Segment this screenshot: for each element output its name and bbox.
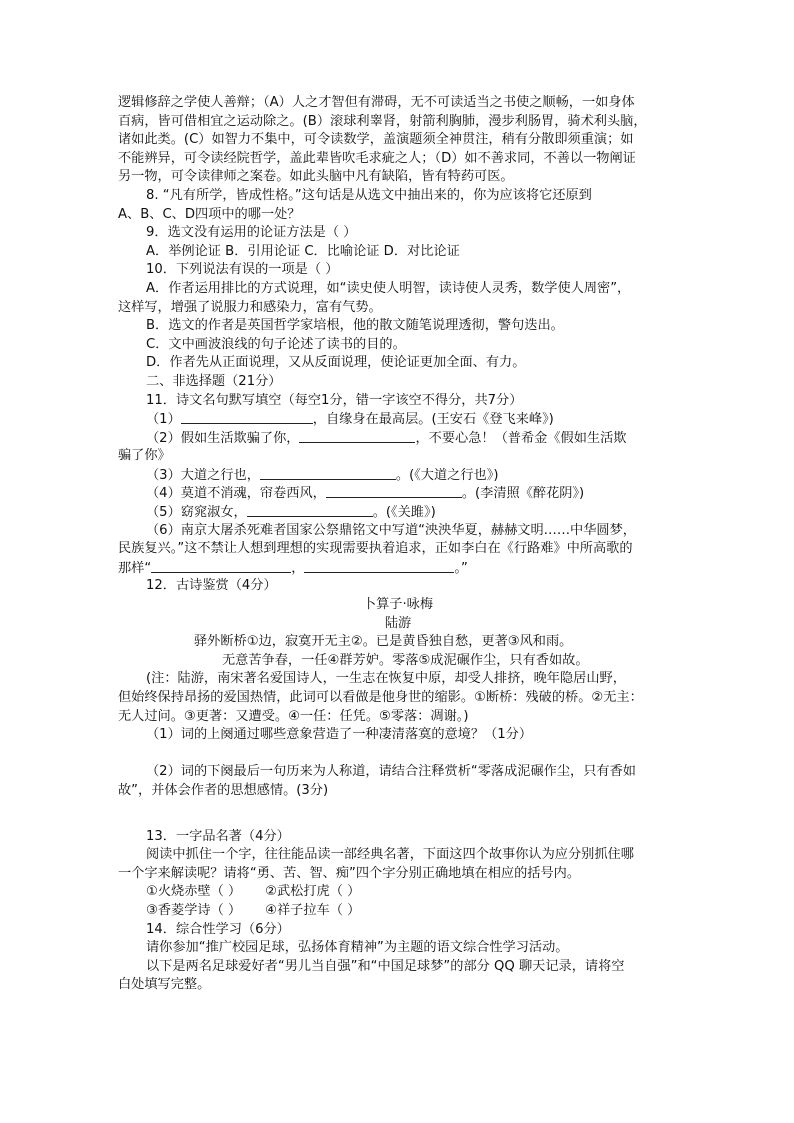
- question-12-stem: 12．古诗鉴赏（4分）: [146, 578, 277, 594]
- poem-note: (注：陆游，南宋著名爱国诗人，一生志在恢复中原，却受人排挤，晚年隐居山野，: [146, 671, 626, 687]
- question-14: [118, 921, 678, 995]
- question-13-options-row: [118, 902, 678, 921]
- fill-item-text: （3）大道之行也，: [146, 467, 260, 483]
- exam-page: [118, 94, 678, 995]
- fill-item-5: [118, 503, 678, 522]
- poem-line: 无意苦争春，一任④群芳妒。零落⑤成泥碾作尘，只有香如故。: [222, 652, 589, 668]
- poem-note-cont: 无人过问。③更著：又遭受。④一任：任凭。⑤零落：凋谢。): [118, 708, 469, 724]
- passage-line: 诸如此类。(C）如智力不集中，可令读数学，盖演题须全神贯注，稍有分散即须重演；如: [118, 132, 634, 148]
- reading-passage: [118, 94, 678, 187]
- question-12-sub-1: （1）词的上阕通过哪些意象营造了一种凄清落寞的意境？（1分）: [146, 727, 533, 743]
- fill-item-1: [118, 410, 678, 429]
- question-11-stem: 11．诗文名句默写填空（每空1分，错一字该空不得分，共7分）: [146, 392, 523, 408]
- question-8-stem-cont: A、B、C、D四项中的哪一处？: [118, 206, 301, 222]
- question-14-text-cont: 白处填写完整。: [118, 977, 211, 993]
- question-9-options: A．举例论证 B．引用论证 C．比喻论证 D．对比论证: [146, 243, 460, 259]
- question-10-option-a: A．作者运用排比的方式说理，如“读史使人明智，读诗使人灵秀，数学使人周密”，: [146, 280, 631, 296]
- question-9-stem: 9．选文没有运用的论证方法是（ ）: [146, 225, 357, 241]
- section-heading: 二、非选择题（21分）: [146, 373, 282, 389]
- question-13: [118, 828, 678, 921]
- fill-item-text: 。”: [454, 560, 468, 576]
- question-13-text-cont: 一个字来解读呢？请将“勇、苦、智、痴”四个字分别正确地填在相应的括号内。: [118, 865, 581, 881]
- fill-item-3: [118, 466, 678, 485]
- question-12-sub-2-cont: 故”，并体会作者的思想感情。(3分): [118, 782, 329, 798]
- fill-item-text: ，: [291, 560, 305, 576]
- fill-item-6-cont: 民族复兴。”这不禁让人想到理想的实现需要执着追求，正如李白在《行路难》中所高歌的: [118, 541, 633, 557]
- fill-item-text: （5）窈窕淑女，: [146, 505, 247, 521]
- fill-item-text: 。(《大道之行也》): [395, 467, 499, 483]
- question-10-option-c: C．文中画波浪线的句子论述了读书的目的。: [146, 336, 406, 352]
- answer-blank[interactable]: [260, 466, 396, 480]
- fill-item-text: 。(李清照《醉花阴》): [461, 486, 585, 502]
- fill-item-6-blanks: [118, 559, 678, 578]
- option-item[interactable]: ②武松打虎（ ）: [265, 884, 361, 900]
- answer-space[interactable]: [118, 745, 678, 764]
- question-10-option-a-cont: 这样写，增强了说服力和感染力，富有气势。: [118, 299, 382, 315]
- question-13-text: 阅读中抓住一个字，往往能品读一部经典名著，下面这四个故事你认为应分别抓住哪: [146, 847, 634, 863]
- question-9: [118, 224, 678, 261]
- answer-blank[interactable]: [299, 429, 415, 443]
- question-12: [118, 577, 678, 827]
- fill-item-number: （1）: [146, 412, 181, 428]
- question-10: [118, 261, 678, 373]
- fill-item-text: ，自缘身在最高层。(王安石《登飞来峰》): [312, 412, 554, 428]
- poem-title: 卜算子·咏梅: [362, 597, 434, 613]
- passage-line: 另一物，可令读律师之案卷。如此头脑中凡有缺陷，皆有特药可医。: [118, 169, 514, 185]
- answer-blank[interactable]: [151, 559, 291, 573]
- question-10-option-b: B．选文的作者是英国哲学家培根，他的散文随笔说理透彻，警句迭出。: [146, 318, 564, 334]
- fill-item-4: [118, 484, 678, 503]
- passage-line: 百病，皆可借相宜之运动除之。(B）滚球利睾肾，射箭利胸肺，漫步利肠胃，骑术利头脑，: [118, 113, 647, 129]
- option-item[interactable]: ④祥子拉车（ ）: [265, 902, 361, 918]
- poem-note-cont: 但始终保持昂扬的爱国热情，此词可以看做是他身世的缩影。①断桥：残破的桥。②无主：: [118, 690, 643, 705]
- question-13-stem: 13．一字品名著（4分）: [146, 828, 290, 844]
- poem-author: 陆游: [384, 615, 412, 631]
- option-item[interactable]: ③香菱学诗（ ）: [146, 902, 242, 918]
- answer-blank[interactable]: [326, 484, 462, 498]
- option-item[interactable]: ①火烧赤壁（ ）: [146, 884, 242, 900]
- passage-line: 不能辨异，可令读经院哲学，盖此辈皆吹毛求疵之人；（D）如不善求同，不善以一物阐证: [118, 150, 636, 166]
- question-8: [118, 187, 678, 224]
- question-14-stem: 14．综合性学习（6分）: [146, 921, 290, 937]
- poem-line: 驿外断桥①边，寂寞开无主②。已是黄昏独自愁，更著③风和雨。: [194, 634, 573, 650]
- answer-blank[interactable]: [247, 503, 373, 517]
- answer-space[interactable]: [118, 801, 678, 828]
- question-13-options-row: [118, 883, 678, 902]
- fill-item-2-cont: 骗了你》: [118, 448, 171, 464]
- fill-item-text: 那样“: [118, 560, 152, 576]
- question-14-text: 请你参加“推广校园足球，弘扬体育精神”为主题的语文综合性学习活动。: [146, 940, 569, 956]
- fill-item-text: （4）莫道不消魂，帘卷西风，: [146, 486, 326, 502]
- fill-item-2: [118, 429, 678, 448]
- question-11: [118, 392, 678, 578]
- question-10-option-d: D．作者先从正面说理，又从反面说理，使论证更加全面、有力。: [146, 355, 526, 371]
- question-8-stem: 8. “凡有所学，皆成性格。”这句话是从选文中抽出来的，你为应该将它还原到: [146, 187, 592, 203]
- fill-item-text: ，不要心急！（普希金《假如生活欺: [415, 430, 627, 446]
- fill-item-6: （6）南京大屠杀死难者国家公祭鼎铭文中写道“泱泱华夏，赫赫文明……中华圆梦，: [146, 522, 636, 538]
- question-14-text: 以下是两名足球爱好者“男儿当自强”和“中国足球梦”的部分 QQ 聊天记录，请将空: [146, 958, 625, 974]
- passage-line: 逻辑修辞之学使人善辩；（A）人之才智但有滞碍，无不可读适当之书使之顺畅，一如身体: [118, 95, 635, 110]
- answer-blank[interactable]: [181, 410, 313, 424]
- answer-blank[interactable]: [304, 559, 454, 573]
- question-10-stem: 10．下列说法有误的一项是（ ）: [146, 262, 339, 278]
- fill-item-text: （2）假如生活欺骗了你，: [146, 430, 300, 446]
- fill-item-text: 。(《关雎》): [372, 505, 436, 521]
- question-12-sub-2: （2）词的下阕最后一句历来为人称道，请结合注释赏析“零落成泥碾作尘，只有香如: [146, 764, 636, 780]
